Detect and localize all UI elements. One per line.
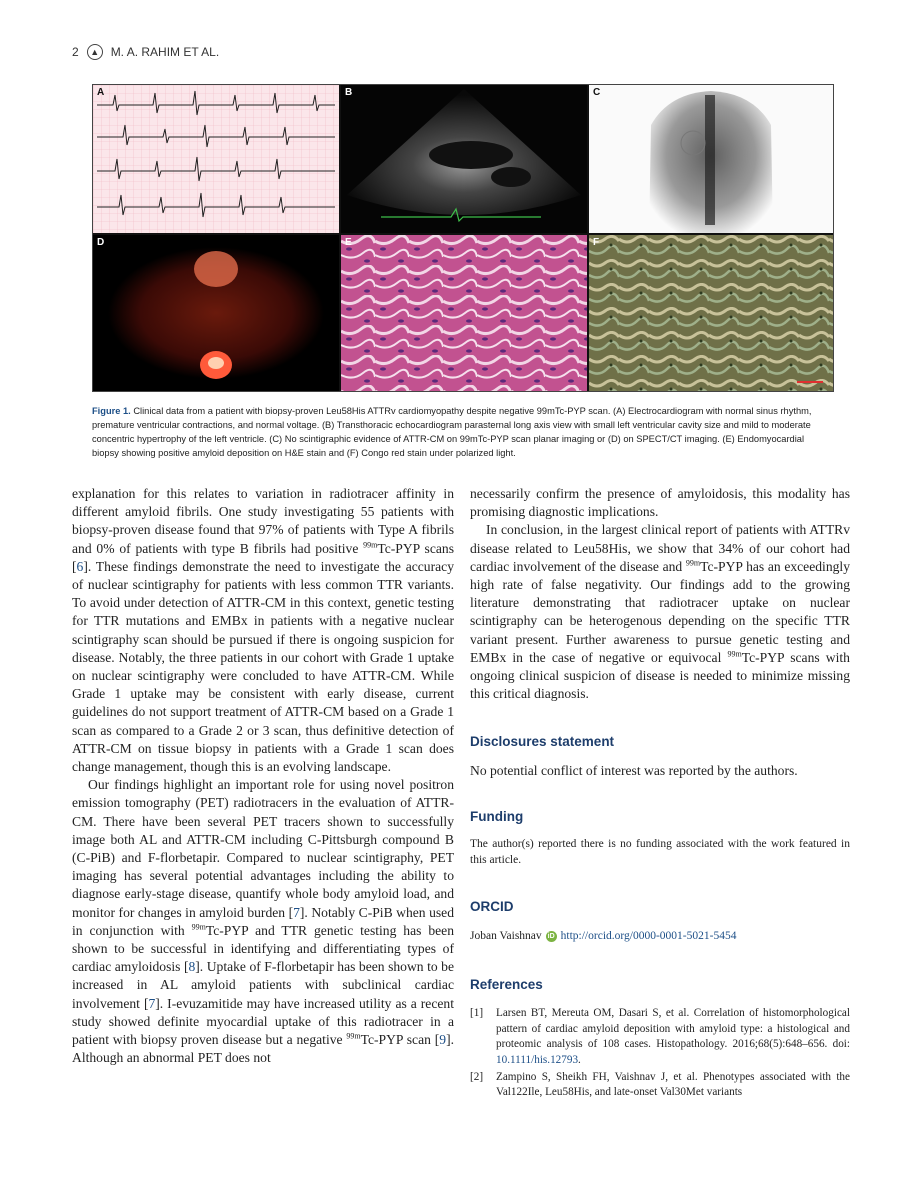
panel-c-planar-scan xyxy=(589,85,833,233)
reference-text: Larsen BT, Mereuta OM, Dasari S, et al. Correlation of histomorphological pattern of cardiac amyloid deposition with amyloid type: a histological and proteomic analysis of 108 cases. Histopathology. 2016;68(5):648–656. doi: 10.1111/his.12793. xyxy=(496,1007,850,1066)
panel-label-a: A xyxy=(97,87,105,98)
paragraph: explanation for this relates to variation in radiotracer affinity in different amyloid fibrils. One study investigating 55 patients with biopsy-proven disease found that 97% of patients with Type A fibrils and 0% of patients with type B fibrils had positive $^{99m}$Tc-PYP scans [6]. These findings demonstrate the need to investigate the accuracy of nuclear scintigraphy for patients with less common TTR variants. To avoid under detection of ATTR-CM in this context, genetic testing for TTR mutations and EMBx in patients with a negative nuclear scintigraphy scan should be pursued if there is ongoing suspicion for disease. Notably, the three patients in our cohort with Grade 1 uptake on nuclear scintigraphy were concluded to have ATTR-CM. While Grade 1 uptake may be consistent with early disease, current guidelines do not support treatment of ATTR-CM based on a Grade 1 scan as compared to a Grade 2 or 3 scan, thus definitive detection of ATTR-CM on tissue biopsy in patients with a Grade 1 scan does change management, though this is an evolving landscape. xyxy=(72,486,454,775)
funding-heading: Funding xyxy=(470,808,524,824)
panel-b-echo xyxy=(341,85,587,233)
reference-number: [1] xyxy=(470,1007,484,1020)
panel-label-d: D xyxy=(97,237,105,248)
orcid-link[interactable]: http://orcid.org/0000-0001-5021-5454 xyxy=(560,930,737,943)
reference-text: Zampino S, Sheikh FH, Vaishnav J, et al. Phenotypes associated with the Val122Ile, Leu58His, and late-onset Val30Met variants xyxy=(496,1071,850,1099)
running-head: M. A. RAHIM ET AL. xyxy=(110,45,220,59)
panel-label-b: B xyxy=(345,87,353,98)
citation-link[interactable]: 9 xyxy=(439,1032,447,1048)
ecg-trace xyxy=(93,85,339,233)
orcid-heading: ORCID xyxy=(470,899,514,915)
reference-number: [2] xyxy=(470,1071,484,1084)
panel-d-spect-ct xyxy=(93,235,339,391)
disclosures-text: No potential conflict of interest was reported by the authors. xyxy=(470,762,798,778)
funding-text: The author(s) reported there is no funding associated with the work featured in this article. xyxy=(470,838,850,867)
reference-item xyxy=(470,1070,850,1101)
left-column xyxy=(72,485,454,1068)
paragraph: necessarily confirm the presence of amyloidosis, this modality has promising diagnostic implications. xyxy=(470,486,850,520)
he-stain-image xyxy=(341,235,587,391)
figure-caption-text: Clinical data from a patient with biopsy-proven Leu58His ATTRv cardiomyopathy despite negative 99mTc-PYP scan. (A) Electrocardiogram with normal sinus rhythm, premature ventricular contractions, and normal voltage. (B) Transthoracic echocardiogram parasternal long axis view with small left ventricular cavity size and mild to moderate concentric hypertrophy of the left ventricle. (C) No scintigraphic evidence of ATTR-CM on 99mTc-PYP scan planar imaging or (D) on SPECT/CT imaging. (E) Endomyocardial biopsy showing positive amyloid deposition on H&E stain and (F) Congo red stain under polarized light. xyxy=(92,406,812,458)
citation-link[interactable]: 6 xyxy=(76,558,84,574)
orcid-entry xyxy=(470,928,850,944)
figure-caption-label: Figure 1. xyxy=(92,406,131,416)
paragraph: Our findings highlight an important role for using novel positron emission tomography (PET) radiotracers in the evaluation of ATTR-CM. There have been several PET tracers shown to successfully image both AL and ATTR-CM including C-Pittsburgh compound B (C-PiB) and F-florbetapir. Compared to nuclear scintigraphy, PET imaging has several potential advantages including the ability to diagnose early-stage disease, quantify whole body amyloid load, and monitor for changes in amyloid burden [7]. Notably C-PiB when used in conjunction with $^{99m}$Tc-PYP and TTR genetic testing has been shown to be successful in identifying and differentiating types of cardiac amyloidosis [8]. Uptake of F-florbetapir has been shown to be increased in AL amyloid patients with subclinical cardiac involvement [7]. I-evuzamitide may have increased utility as a recent study showed definite myocardial uptake of this radiotracer in a patient with biopsy proven disease but a negative $^{99m}$Tc-PYP scan [9]. Although an abnormal PET does not xyxy=(72,777,454,1066)
panel-a-ecg xyxy=(93,85,339,233)
references-heading: References xyxy=(470,977,543,993)
reference-list xyxy=(470,1006,850,1100)
figure-1 xyxy=(92,84,834,392)
echo-image xyxy=(341,85,587,233)
orcid-author-name: Joban Vaishnav xyxy=(470,930,542,943)
scintigraphy-image xyxy=(589,85,833,233)
publisher-logo-icon: ▲ xyxy=(87,44,103,60)
figure-caption xyxy=(92,404,832,460)
panel-e-he-stain xyxy=(341,235,587,391)
orcid-icon: iD xyxy=(547,933,555,941)
panel-f-congo-red xyxy=(589,235,833,391)
panel-label-e: E xyxy=(345,237,352,248)
right-column xyxy=(470,485,850,1101)
doi-link[interactable]: 10.1111/his.12793 xyxy=(496,1053,579,1066)
spect-ct-image xyxy=(93,235,339,391)
running-header xyxy=(72,42,219,62)
page-number: 2 xyxy=(72,45,79,59)
disclosures-heading: Disclosures statement xyxy=(470,734,615,750)
citation-link[interactable]: 8 xyxy=(188,959,196,975)
panel-label-f: F xyxy=(593,237,600,248)
citation-link[interactable]: 7 xyxy=(293,904,300,920)
reference-item xyxy=(470,1006,850,1068)
panel-label-c: C xyxy=(593,87,601,98)
citation-link[interactable]: 7 xyxy=(148,995,156,1011)
paragraph: In conclusion, in the largest clinical report of patients with ATTRv disease related to Leu58His, we show that 34% of our cohort had cardiac involvement of the disease and $^{99m}$Tc-PYP has an exceedingly high rate of false negativity. Our findings add to the growing literature demonstrating that radiotracer uptake on nuclear scintigraphy can be heterogenous depending on the specific TTR variant present. Further awareness to pursue genetic testing and EMBx in the case of negative or equivocal $^{99m}$Tc-PYP scans with ongoing clinical suspicion of disease is needed to minimize missing this critical diagnosis. xyxy=(470,522,850,702)
congo-red-image xyxy=(589,235,833,391)
